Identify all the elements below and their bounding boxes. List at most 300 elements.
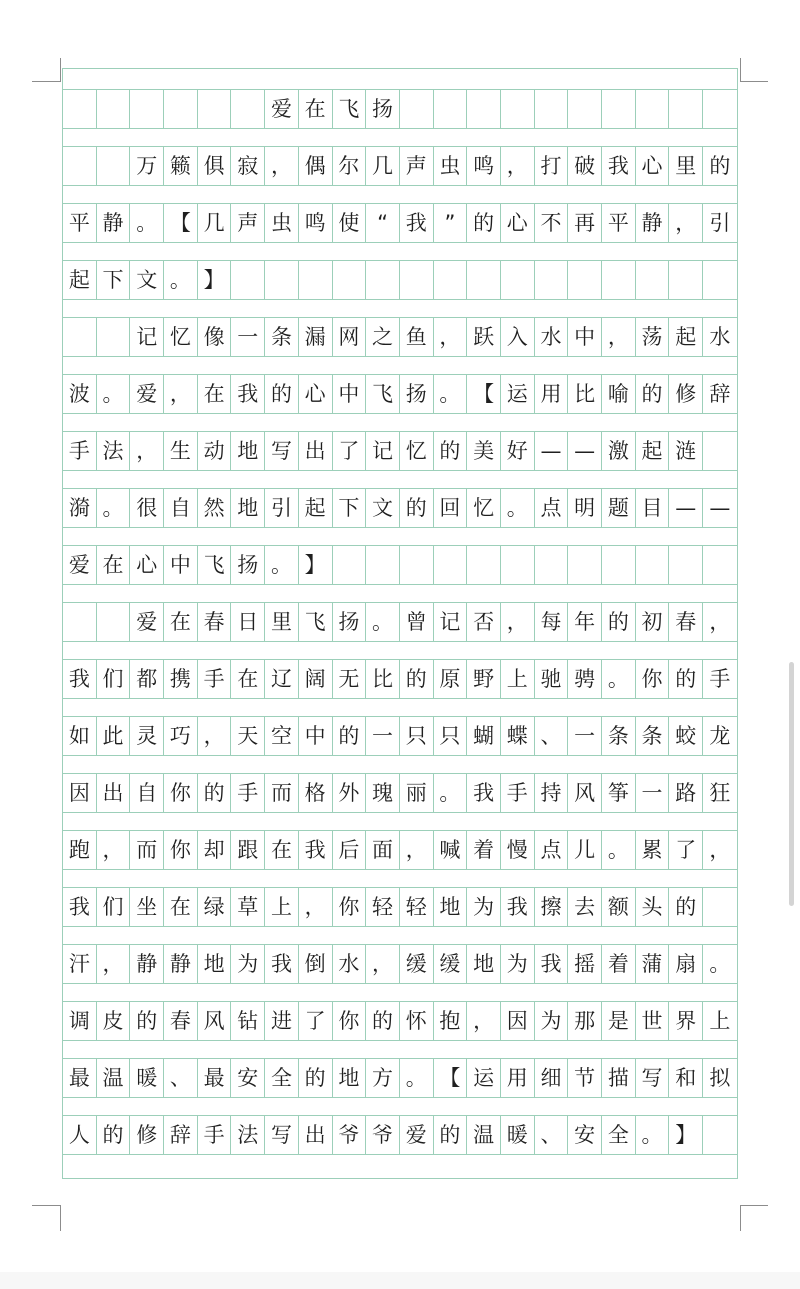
grid-cell: ，: [501, 603, 535, 641]
grid-cell: 龙: [709, 723, 731, 748]
grid-cell: 自: [130, 774, 164, 812]
grid-cell: 着: [467, 831, 501, 869]
grid-cell: 法: [97, 432, 131, 470]
grid-cell: 的: [366, 1002, 400, 1040]
grid-cell: 而: [130, 831, 164, 869]
grid-cell: 激: [602, 432, 636, 470]
grid-cell: 。: [636, 1116, 670, 1154]
grid-cell: 起: [63, 261, 97, 299]
crop-mark-top-left-h: [32, 81, 60, 82]
grid-cell: 法: [231, 1116, 265, 1154]
bottom-bar: [0, 1272, 800, 1289]
grid-cell: 【: [467, 375, 501, 413]
grid-cell: 原: [434, 660, 468, 698]
grid-cell: 用: [501, 1059, 535, 1097]
grid-cell: 的: [400, 489, 434, 527]
grid-cell: 的: [602, 603, 636, 641]
grid-cell: 点: [535, 831, 569, 869]
grid-cell: 写: [265, 1116, 299, 1154]
grid-cell: 的: [97, 1116, 131, 1154]
grid-cell: 蝶: [501, 717, 535, 755]
grid-cell: 水: [535, 318, 569, 356]
grid-cell: [501, 90, 535, 128]
grid-cell: 偶: [299, 147, 333, 185]
grid-cell: 钻: [231, 1002, 265, 1040]
grid-cell: 在: [231, 660, 265, 698]
grid-cell: 地: [434, 888, 468, 926]
grid-cell: 手: [63, 432, 97, 470]
grid-cell: 条: [602, 717, 636, 755]
grid-cell: 一: [366, 717, 400, 755]
grid-cell: [299, 261, 333, 299]
grid-cell: ，: [265, 147, 299, 185]
grid-cell: 鸣: [299, 204, 333, 242]
grid-cell: ，: [669, 204, 703, 242]
grid-cell: 然: [198, 489, 232, 527]
grid-cell: 我: [63, 888, 97, 926]
grid-cell: 美: [467, 432, 501, 470]
grid-cell: 界: [669, 1002, 703, 1040]
grid-cell: 蛟: [669, 717, 703, 755]
grid-cell: 轻: [366, 888, 400, 926]
grid-cell: 进: [265, 1002, 299, 1040]
grid-cell: 涟: [669, 432, 703, 470]
grid-cell: 持: [535, 774, 569, 812]
grid-cell: 每: [535, 603, 569, 641]
grid-cell: [568, 546, 602, 584]
grid-cell: 细: [535, 1059, 569, 1097]
grid-cell: 儿: [568, 831, 602, 869]
grid-cell: 的: [467, 204, 501, 242]
grid-cell: 扇: [669, 945, 703, 983]
grid-cell: 虫: [434, 147, 468, 185]
grid-cell: 们: [97, 888, 131, 926]
grid-cell: 的: [669, 660, 703, 698]
grid-cell: 飞: [333, 90, 367, 128]
grid-cell: 我: [602, 147, 636, 185]
grid-cell: 皮: [97, 1002, 131, 1040]
grid-cell: 蒲: [636, 945, 670, 983]
grid-cell: 全: [602, 1116, 636, 1154]
grid-cell: [467, 261, 501, 299]
grid-cell: ，: [366, 945, 400, 983]
grid-cell: 为: [501, 945, 535, 983]
grid-cell: 条: [636, 717, 670, 755]
grid-cell: 外: [333, 774, 367, 812]
grid-cell: 、: [164, 1059, 198, 1097]
grid-cell: [669, 546, 703, 584]
grid-cell: 记: [434, 603, 468, 641]
grid-cell: [602, 90, 636, 128]
grid-cell: 因: [63, 774, 97, 812]
title-row: [63, 89, 737, 129]
grid-cell: 只: [434, 717, 468, 755]
grid-cell: 的: [434, 432, 468, 470]
grid-cell: 了: [299, 1002, 333, 1040]
grid-cell: 引: [265, 489, 299, 527]
grid-cell: 。: [164, 261, 198, 299]
grid-cell: 。: [366, 603, 400, 641]
grid-cell: 天: [231, 717, 265, 755]
grid-cell: 心: [299, 375, 333, 413]
grid-cell: 爷: [333, 1116, 367, 1154]
grid-cell: 你: [333, 888, 367, 926]
grid-cell: 飞: [366, 375, 400, 413]
grid-cell: 你: [333, 1002, 367, 1040]
grid-cell: ，: [400, 831, 434, 869]
grid-cell: 了: [669, 831, 703, 869]
grid-cell: [703, 90, 737, 128]
grid-cell: 在: [164, 888, 198, 926]
grid-cell: 一: [231, 318, 265, 356]
grid-cell: 里: [669, 147, 703, 185]
grid-cell: 拟: [709, 1065, 731, 1090]
grid-cell: 而: [265, 774, 299, 812]
grid-cell: 下: [333, 489, 367, 527]
grid-cell: 风: [568, 774, 602, 812]
grid-cell: 节: [568, 1059, 602, 1097]
grid-cell: 爱: [400, 1116, 434, 1154]
grid-cell: [265, 261, 299, 299]
grid-cell: 。: [265, 546, 299, 584]
grid-cell: ，: [434, 318, 468, 356]
grid-cell: [231, 90, 265, 128]
grid-cell: 俱: [198, 147, 232, 185]
grid-cell: 地: [231, 432, 265, 470]
grid-cell: 】: [198, 261, 232, 299]
grid-cell: 暖: [501, 1116, 535, 1154]
grid-cell: [636, 90, 670, 128]
grid-cell: 。: [501, 489, 535, 527]
grid-cell: 爱: [63, 546, 97, 584]
grid-cell: 和: [669, 1059, 703, 1097]
grid-cell: 漪: [63, 489, 97, 527]
grid-cell: 中: [299, 717, 333, 755]
grid-cell: 。: [97, 375, 131, 413]
grid-cell: 动: [198, 432, 232, 470]
grid-cell: 我: [265, 945, 299, 983]
grid-cell: 静: [164, 945, 198, 983]
grid-cell: [400, 546, 434, 584]
grid-cell: 草: [231, 888, 265, 926]
grid-cell: 擦: [535, 888, 569, 926]
grid-cell: 静: [130, 945, 164, 983]
grid-cell: [97, 90, 131, 128]
grid-cell: 鸣: [467, 147, 501, 185]
grid-cell: —: [568, 432, 602, 470]
grid-cell: 。: [434, 375, 468, 413]
grid-cell: 路: [669, 774, 703, 812]
grid-cell: 地: [198, 945, 232, 983]
grid-cell: [198, 90, 232, 128]
grid-cell: 像: [198, 318, 232, 356]
grid-cell: —: [669, 489, 703, 527]
grid-cell: 。: [130, 204, 164, 242]
grid-cell: ，: [709, 609, 731, 634]
grid-cell: [535, 90, 569, 128]
grid-cell: 、: [535, 717, 569, 755]
grid-cell: 无: [333, 660, 367, 698]
grid-cell: 生: [164, 432, 198, 470]
grid-cell: 丽: [400, 774, 434, 812]
grid-cell: 在: [265, 831, 299, 869]
crop-mark-top-left-v: [60, 58, 61, 82]
grid-cell: 的: [130, 1002, 164, 1040]
grid-cell: ，: [709, 837, 731, 862]
grid-cell: 温: [467, 1116, 501, 1154]
grid-cell: [130, 90, 164, 128]
grid-cell: 静: [97, 204, 131, 242]
vertical-scrollbar[interactable]: [789, 662, 794, 906]
grid-cell: 心: [636, 147, 670, 185]
crop-mark-top-right-h: [740, 81, 768, 82]
grid-cell: 的: [669, 888, 703, 926]
grid-cell: ，: [602, 318, 636, 356]
grid-cell: 在: [198, 375, 232, 413]
grid-cell: 声: [400, 147, 434, 185]
grid-cell: 安: [231, 1059, 265, 1097]
grid-cell: 尔: [333, 147, 367, 185]
grid-cell: 面: [366, 831, 400, 869]
grid-cell: 之: [366, 318, 400, 356]
grid-cell: 手: [501, 774, 535, 812]
grid-cell: 忆: [400, 432, 434, 470]
grid-cell: 在: [97, 546, 131, 584]
grid-cell: 倒: [299, 945, 333, 983]
grid-cell: 里: [265, 603, 299, 641]
grid-cell: 摇: [568, 945, 602, 983]
grid-cell: 的: [299, 1059, 333, 1097]
grid-cell: 日: [231, 603, 265, 641]
grid-cell: [703, 888, 737, 926]
text-row: [63, 716, 737, 756]
grid-cell: 。: [97, 489, 131, 527]
grid-cell: 格: [299, 774, 333, 812]
grid-cell: 为: [467, 888, 501, 926]
grid-cell: [333, 261, 367, 299]
grid-cell: [366, 261, 400, 299]
grid-cell: 调: [63, 1002, 97, 1040]
text-row: [63, 431, 737, 471]
text-row: [63, 146, 737, 186]
grid-cell: 跃: [467, 318, 501, 356]
grid-cell: [97, 147, 131, 185]
grid-cell: 使: [333, 204, 367, 242]
grid-cell: 点: [535, 489, 569, 527]
grid-cell: 空: [265, 717, 299, 755]
grid-cell: [366, 546, 400, 584]
grid-cell: 慢: [501, 831, 535, 869]
crop-mark-bottom-left-v: [60, 1205, 61, 1231]
grid-cell: 辞: [164, 1116, 198, 1154]
grid-cell: 【: [164, 204, 198, 242]
grid-cell: 风: [198, 1002, 232, 1040]
grid-cell: [164, 90, 198, 128]
grid-cell: [568, 261, 602, 299]
grid-cell: 们: [97, 660, 131, 698]
crop-mark-bottom-left-h: [32, 1205, 60, 1206]
text-row: [63, 203, 737, 243]
text-row: [63, 488, 737, 528]
grid-cell: 的: [636, 375, 670, 413]
grid-cell: 】: [299, 546, 333, 584]
grid-cell: 心: [501, 204, 535, 242]
grid-cell: 出: [299, 1116, 333, 1154]
grid-cell: 春: [669, 603, 703, 641]
grid-cell: [467, 546, 501, 584]
grid-cell: 绿: [198, 888, 232, 926]
grid-cell: 用: [535, 375, 569, 413]
grid-cell: [703, 1116, 737, 1154]
grid-cell: 喻: [602, 375, 636, 413]
grid-cell: 起: [636, 432, 670, 470]
grid-cell: 再: [568, 204, 602, 242]
manuscript-grid-paper: [62, 68, 738, 1179]
grid-cell: ”: [434, 204, 468, 242]
grid-cell: 手: [231, 774, 265, 812]
text-row: [63, 374, 737, 414]
grid-cell: [97, 603, 131, 641]
grid-cell: 扬: [400, 375, 434, 413]
grid-cell: 了: [333, 432, 367, 470]
grid-cell: 起: [669, 318, 703, 356]
grid-cell: 扬: [366, 90, 400, 128]
crop-mark-top-right-v: [740, 58, 741, 82]
grid-cell: 野: [467, 660, 501, 698]
grid-cell: 暖: [130, 1059, 164, 1097]
grid-cell: 记: [130, 318, 164, 356]
grid-cell: [434, 546, 468, 584]
grid-cell: 一: [636, 774, 670, 812]
grid-cell: 地: [231, 489, 265, 527]
grid-cell: 平: [602, 204, 636, 242]
grid-cell: 此: [97, 717, 131, 755]
grid-cell: 的: [265, 375, 299, 413]
grid-cell: 文: [366, 489, 400, 527]
grid-cell: 却: [198, 831, 232, 869]
grid-cell: 一: [568, 717, 602, 755]
grid-cell: ，: [501, 147, 535, 185]
grid-cell: 缓: [434, 945, 468, 983]
grid-cell: 因: [501, 1002, 535, 1040]
grid-cell: 扬: [333, 603, 367, 641]
grid-cell: [333, 546, 367, 584]
grid-cell: 跟: [231, 831, 265, 869]
grid-cell: 。: [434, 774, 468, 812]
grid-cell: [669, 261, 703, 299]
grid-cell: 春: [164, 1002, 198, 1040]
grid-cell: [63, 147, 97, 185]
grid-cell: 】: [669, 1116, 703, 1154]
grid-cell: 起: [299, 489, 333, 527]
grid-cell: 破: [568, 147, 602, 185]
grid-cell: 忆: [467, 489, 501, 527]
grid-cell: 初: [636, 603, 670, 641]
grid-cell: 中: [164, 546, 198, 584]
grid-cell: 全: [265, 1059, 299, 1097]
grid-cell: —: [709, 495, 731, 520]
grid-cell: 后: [333, 831, 367, 869]
grid-cell: [535, 261, 569, 299]
grid-cell: 方: [366, 1059, 400, 1097]
grid-cell: 狂: [709, 780, 731, 805]
grid-cell: 。: [400, 1059, 434, 1097]
grid-cell: 最: [198, 1059, 232, 1097]
grid-cell: 灵: [130, 717, 164, 755]
grid-cell: —: [535, 432, 569, 470]
grid-cell: 写: [636, 1059, 670, 1097]
grid-cell: 鱼: [400, 318, 434, 356]
grid-cell: 中: [333, 375, 367, 413]
grid-cell: 比: [568, 375, 602, 413]
grid-cell: 你: [636, 660, 670, 698]
grid-cell: 怀: [400, 1002, 434, 1040]
grid-cell: [703, 261, 737, 299]
grid-cell: 爷: [366, 1116, 400, 1154]
grid-cell: 。: [602, 660, 636, 698]
text-row: [63, 944, 737, 984]
grid-cell: 温: [97, 1059, 131, 1097]
grid-cell: 是: [602, 1002, 636, 1040]
grid-cell: 飞: [198, 546, 232, 584]
grid-cell: [703, 546, 737, 584]
grid-cell: 地: [467, 945, 501, 983]
grid-cell: 喊: [434, 831, 468, 869]
grid-cell: 明: [568, 489, 602, 527]
grid-cell: 打: [535, 147, 569, 185]
grid-cell: 辞: [709, 381, 731, 406]
grid-cell: 我: [63, 660, 97, 698]
grid-cell: [63, 603, 97, 641]
grid-cell: 跑: [63, 831, 97, 869]
grid-cell: [434, 261, 468, 299]
text-row: [63, 830, 737, 870]
grid-cell: 着: [602, 945, 636, 983]
grid-cell: 。: [709, 951, 731, 976]
grid-cell: 入: [501, 318, 535, 356]
grid-cell: 引: [709, 210, 731, 235]
grid-cell: 忆: [164, 318, 198, 356]
grid-cell: 为: [231, 945, 265, 983]
grid-cell: 水: [333, 945, 367, 983]
grid-cell: 。: [602, 831, 636, 869]
grid-cell: ，: [97, 945, 131, 983]
grid-cell: 瑰: [366, 774, 400, 812]
grid-cell: 我: [400, 204, 434, 242]
grid-cell: 出: [299, 432, 333, 470]
grid-cell: 几: [366, 147, 400, 185]
grid-cell: 描: [602, 1059, 636, 1097]
grid-cell: 波: [63, 375, 97, 413]
grid-cell: 的: [198, 774, 232, 812]
grid-cell: 好: [501, 432, 535, 470]
grid-cell: 巧: [164, 717, 198, 755]
grid-cell: [400, 90, 434, 128]
grid-cell: 运: [501, 375, 535, 413]
grid-cell: 累: [636, 831, 670, 869]
grid-cell: [636, 546, 670, 584]
grid-cell: 下: [97, 261, 131, 299]
grid-cell: 曾: [400, 603, 434, 641]
grid-cell: 万: [130, 147, 164, 185]
grid-cell: 蝴: [467, 717, 501, 755]
grid-cell: 世: [636, 1002, 670, 1040]
grid-cell: 安: [568, 1116, 602, 1154]
grid-cell: 上: [709, 1008, 731, 1033]
grid-cell: ，: [299, 888, 333, 926]
grid-cell: 我: [231, 375, 265, 413]
grid-cell: 文: [130, 261, 164, 299]
